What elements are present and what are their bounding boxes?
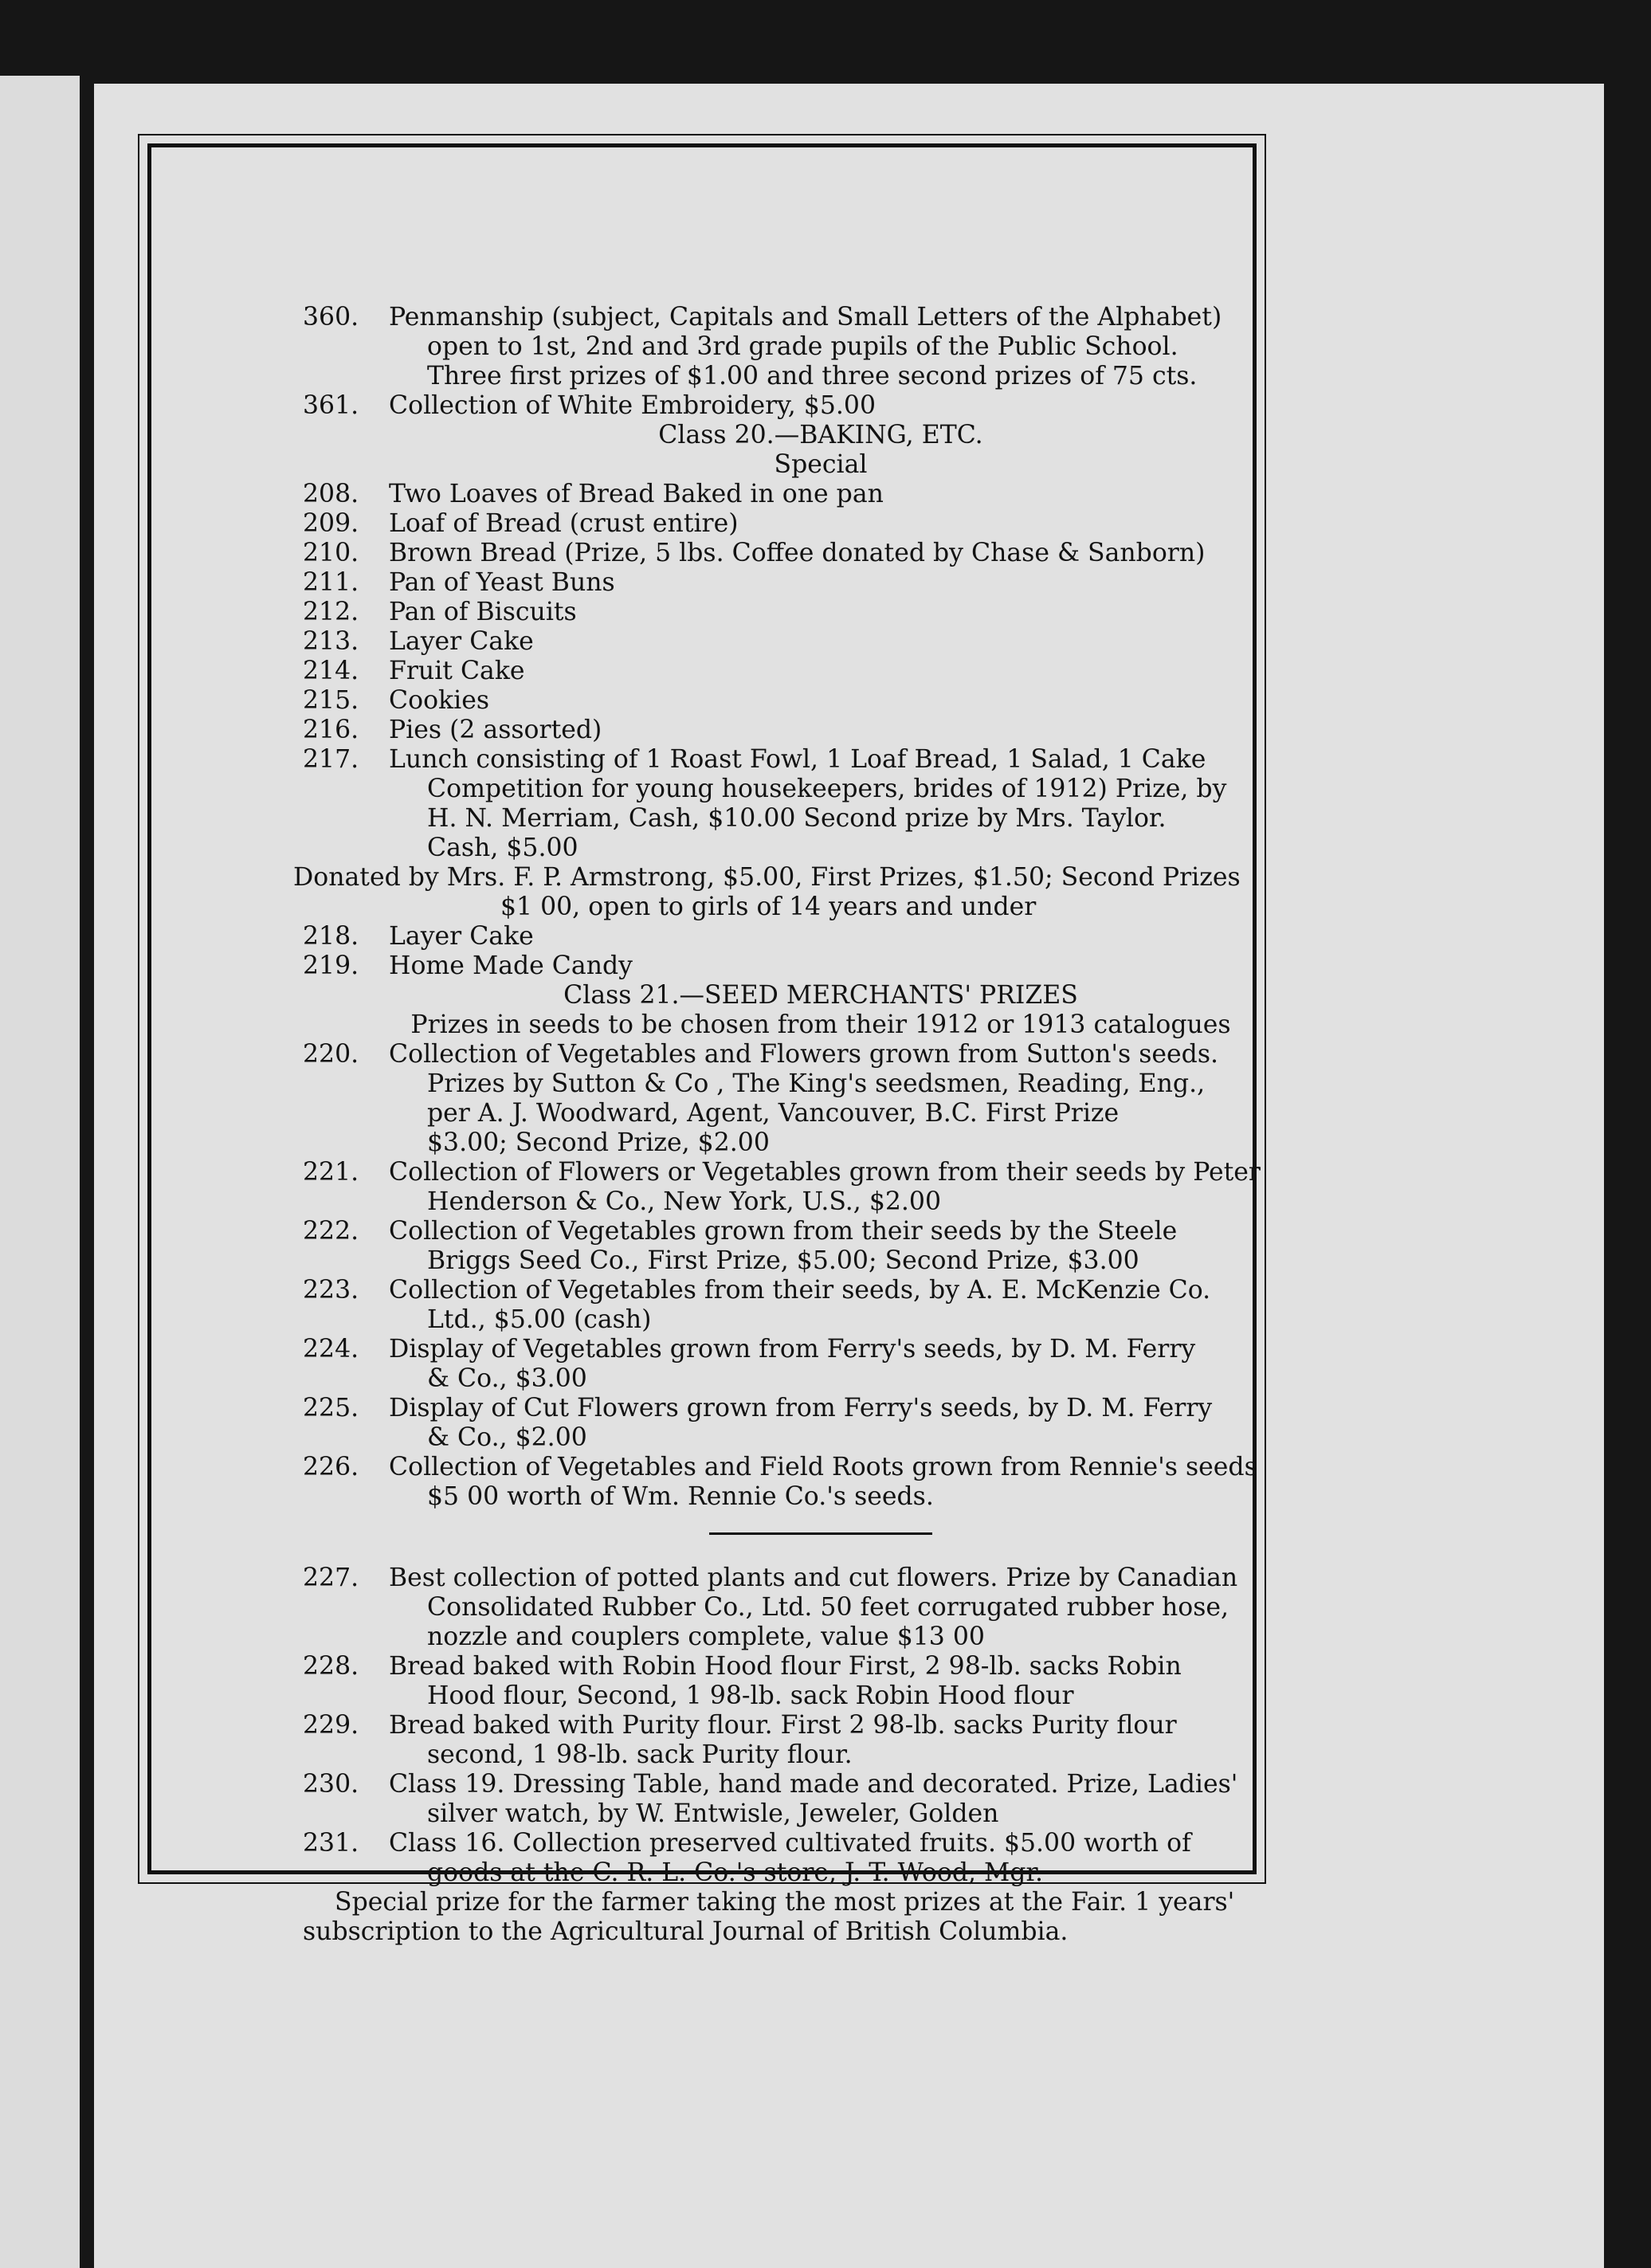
entry-text bbox=[389, 716, 1339, 745]
entry-text bbox=[389, 480, 1339, 509]
entry-text bbox=[389, 952, 1339, 981]
entry-number: 209. bbox=[303, 509, 359, 538]
entry-text bbox=[389, 598, 1339, 627]
entry-text bbox=[389, 627, 1339, 657]
entry-text bbox=[389, 1711, 1339, 1770]
entry-number: 223. bbox=[303, 1276, 359, 1305]
entry-line: Loaf of Bread (crust entire) bbox=[389, 509, 739, 538]
prize-entry bbox=[303, 1453, 1339, 1512]
entry-text bbox=[389, 1564, 1339, 1652]
entry-line: Bread baked with Purity flour. First 2 98-lb. sacks Purity flour bbox=[389, 1711, 1177, 1740]
prize-entry bbox=[303, 509, 1339, 539]
entry-line: Penmanship (subject, Capitals and Small Letters of the Alphabet) bbox=[389, 303, 1222, 332]
entry-line: Layer Cake bbox=[389, 627, 534, 656]
entry-line: Lunch consisting of 1 Roast Fowl, 1 Loaf Bread, 1 Salad, 1 Cake bbox=[389, 745, 1206, 774]
prize-entry bbox=[303, 1829, 1339, 1888]
entry-line: Cash, $5.00 bbox=[427, 834, 578, 862]
entry-number: 361. bbox=[303, 391, 359, 420]
class-21-subheading: Prizes in seeds to be chosen from their 1912 or 1913 catalogues bbox=[410, 1010, 1231, 1039]
entry-line: Collection of Vegetables from their seeds, by A. E. McKenzie Co. bbox=[389, 1276, 1211, 1305]
entry-number: 225. bbox=[303, 1394, 359, 1422]
entry-number: 219. bbox=[303, 952, 359, 980]
entry-number: 211. bbox=[303, 568, 359, 597]
entry-line: Display of Cut Flowers grown from Ferry's seeds, by D. M. Ferry bbox=[389, 1394, 1213, 1422]
entry-line: Collection of Vegetables and Field Roots grown from Rennie's seeds bbox=[389, 1453, 1257, 1481]
entry-text bbox=[389, 745, 1339, 863]
entry-line: Bread baked with Robin Hood flour First, 2 98-lb. sacks Robin bbox=[389, 1652, 1182, 1681]
entry-text bbox=[389, 568, 1339, 598]
entry-number: 227. bbox=[303, 1564, 359, 1592]
entry-line: Collection of Flowers or Vegetables grown from their seeds by Peter bbox=[389, 1158, 1261, 1187]
prize-entry bbox=[303, 1394, 1339, 1453]
entry-line: Consolidated Rubber Co., Ltd. 50 feet corrugated rubber hose, bbox=[427, 1593, 1229, 1622]
entry-text bbox=[389, 1040, 1339, 1158]
entry-number: 226. bbox=[303, 1453, 359, 1481]
prize-entry bbox=[303, 922, 1339, 952]
entry-line: Prizes by Sutton & Co , The King's seedsmen, Reading, Eng., bbox=[427, 1069, 1206, 1098]
prize-entry bbox=[303, 539, 1339, 568]
special-prize-note bbox=[303, 1888, 1339, 1947]
prize-entry bbox=[303, 303, 1339, 391]
entry-line: Collection of Vegetables and Flowers grown from Sutton's seeds. bbox=[389, 1040, 1218, 1069]
entry-line: Display of Vegetables grown from Ferry's seeds, by D. M. Ferry bbox=[389, 1335, 1196, 1364]
prize-entry bbox=[303, 1158, 1339, 1217]
entry-text bbox=[389, 509, 1339, 539]
prize-entry bbox=[303, 952, 1339, 981]
prize-entry bbox=[303, 568, 1339, 598]
entry-number: 221. bbox=[303, 1158, 359, 1187]
class-21-heading: Class 21.—SEED MERCHANTS' PRIZES bbox=[563, 981, 1078, 1010]
entry-line: Class 16. Collection preserved cultivated fruits. $5.00 worth of bbox=[389, 1829, 1191, 1858]
entry-number: 230. bbox=[303, 1770, 359, 1799]
entry-number: 215. bbox=[303, 686, 359, 715]
entry-line: Briggs Seed Co., First Prize, $5.00; Second Prize, $3.00 bbox=[427, 1246, 1139, 1275]
entry-number: 218. bbox=[303, 922, 359, 951]
entry-text bbox=[389, 1652, 1339, 1711]
entry-line: Henderson & Co., New York, U.S., $2.00 bbox=[427, 1187, 942, 1216]
entry-line: silver watch, by W. Entwisle, Jeweler, Golden bbox=[427, 1799, 999, 1828]
prize-entry bbox=[303, 627, 1339, 657]
entries-seed bbox=[303, 1040, 1339, 1512]
entry-line: Hood flour, Second, 1 98-lb. sack Robin Hood flour bbox=[427, 1681, 1074, 1710]
entry-number: 208. bbox=[303, 480, 359, 508]
entry-line: Pan of Yeast Buns bbox=[389, 568, 615, 597]
entry-line: Layer Cake bbox=[389, 922, 534, 951]
entry-text bbox=[389, 1829, 1339, 1888]
entry-number: 222. bbox=[303, 1217, 359, 1246]
entry-line: Fruit Cake bbox=[389, 657, 525, 685]
entry-line: H. N. Merriam, Cash, $10.00 Second prize by Mrs. Taylor. bbox=[427, 804, 1167, 833]
prize-entry bbox=[303, 657, 1339, 686]
entry-text bbox=[389, 303, 1339, 391]
entry-line: Competition for young housekeepers, brides of 1912) Prize, by bbox=[427, 775, 1227, 803]
entry-line: goods at the C. R. L. Co.'s store, J. T. Wood, Mgr. bbox=[427, 1858, 1044, 1887]
prize-entry bbox=[303, 686, 1339, 716]
entry-line: Collection of White Embroidery, $5.00 bbox=[389, 391, 876, 420]
class-20-heading: Class 20.—BAKING, ETC. bbox=[658, 421, 983, 449]
entry-number: 212. bbox=[303, 598, 359, 626]
prize-entry bbox=[303, 1652, 1339, 1711]
entry-line: open to 1st, 2nd and 3rd grade pupils of the Public School. bbox=[427, 332, 1178, 361]
prize-entry bbox=[303, 1335, 1339, 1394]
donated-line: $1 00, open to girls of 14 years and under bbox=[500, 893, 1037, 921]
entry-line: nozzle and couplers complete, value $13 00 bbox=[427, 1623, 985, 1651]
prize-entry bbox=[303, 1040, 1339, 1158]
donated-note bbox=[293, 863, 1339, 922]
entry-line: $5 00 worth of Wm. Rennie Co.'s seeds. bbox=[427, 1482, 934, 1511]
adjacent-page-edge bbox=[0, 76, 80, 2268]
entry-line: Two Loaves of Bread Baked in one pan bbox=[389, 480, 884, 508]
entry-text bbox=[389, 1276, 1339, 1335]
entry-number: 360. bbox=[303, 303, 359, 332]
entry-line: Three first prizes of $1.00 and three second prizes of 75 cts. bbox=[427, 362, 1198, 390]
entry-line: Best collection of potted plants and cut flowers. Prize by Canadian bbox=[389, 1564, 1238, 1592]
entry-number: 224. bbox=[303, 1335, 359, 1364]
entry-text bbox=[389, 539, 1339, 568]
special-prize-line: subscription to the Agricultural Journal of British Columbia. bbox=[303, 1917, 1069, 1946]
entry-text bbox=[389, 1158, 1339, 1217]
prize-entry bbox=[303, 745, 1339, 863]
entry-text bbox=[389, 686, 1339, 716]
prize-list bbox=[293, 303, 1339, 1947]
entry-text bbox=[389, 922, 1339, 952]
entry-line: Brown Bread (Prize, 5 lbs. Coffee donated by Chase & Sanborn) bbox=[389, 539, 1206, 567]
entry-text bbox=[389, 657, 1339, 686]
entry-text bbox=[389, 391, 1339, 421]
prize-entry bbox=[303, 480, 1339, 509]
prize-entry bbox=[303, 1711, 1339, 1770]
entry-text bbox=[389, 1335, 1339, 1394]
entry-line: per A. J. Woodward, Agent, Vancouver, B.C. First Prize bbox=[427, 1099, 1120, 1128]
section-divider bbox=[709, 1532, 932, 1535]
entry-text bbox=[389, 1770, 1339, 1829]
entry-number: 231. bbox=[303, 1829, 359, 1858]
entry-line: Cookies bbox=[389, 686, 489, 715]
entry-line: & Co., $2.00 bbox=[427, 1423, 587, 1452]
prize-entry bbox=[303, 391, 1339, 421]
class-20-subheading: Special bbox=[774, 450, 868, 479]
entry-number: 214. bbox=[303, 657, 359, 685]
entry-number: 213. bbox=[303, 627, 359, 656]
prize-entry bbox=[303, 1276, 1339, 1335]
entries-bottom bbox=[303, 1564, 1339, 1888]
prize-entry bbox=[303, 1770, 1339, 1829]
prize-entry bbox=[303, 1217, 1339, 1276]
entry-line: Class 19. Dressing Table, hand made and decorated. Prize, Ladies' bbox=[389, 1770, 1238, 1799]
entry-number: 228. bbox=[303, 1652, 359, 1681]
entry-line: Pan of Biscuits bbox=[389, 598, 577, 626]
entry-number: 220. bbox=[303, 1040, 359, 1069]
entry-text bbox=[389, 1217, 1339, 1276]
entry-number: 216. bbox=[303, 716, 359, 744]
entries-top bbox=[303, 303, 1339, 421]
prize-entry bbox=[303, 598, 1339, 627]
entries-baking bbox=[303, 480, 1339, 863]
entry-line: Pies (2 assorted) bbox=[389, 716, 602, 744]
entry-line: Collection of Vegetables grown from their seeds by the Steele bbox=[389, 1217, 1178, 1246]
entry-line: second, 1 98-lb. sack Purity flour. bbox=[427, 1740, 853, 1769]
entry-line: Ltd., $5.00 (cash) bbox=[427, 1305, 652, 1334]
special-prize-line: Special prize for the farmer taking the most prizes at the Fair. 1 years' bbox=[335, 1888, 1235, 1917]
prize-entry bbox=[303, 716, 1339, 745]
entry-number: 210. bbox=[303, 539, 359, 567]
entry-text bbox=[389, 1453, 1339, 1512]
entry-number: 229. bbox=[303, 1711, 359, 1740]
entry-line: Home Made Candy bbox=[389, 952, 633, 980]
entry-line: & Co., $3.00 bbox=[427, 1364, 587, 1393]
entry-number: 217. bbox=[303, 745, 359, 774]
entry-text bbox=[389, 1394, 1339, 1453]
entries-girls bbox=[303, 922, 1339, 981]
prize-entry bbox=[303, 1564, 1339, 1652]
entry-line: $3.00; Second Prize, $2.00 bbox=[427, 1128, 770, 1157]
donated-line: Donated by Mrs. F. P. Armstrong, $5.00, First Prizes, $1.50; Second Prizes bbox=[293, 863, 1241, 892]
